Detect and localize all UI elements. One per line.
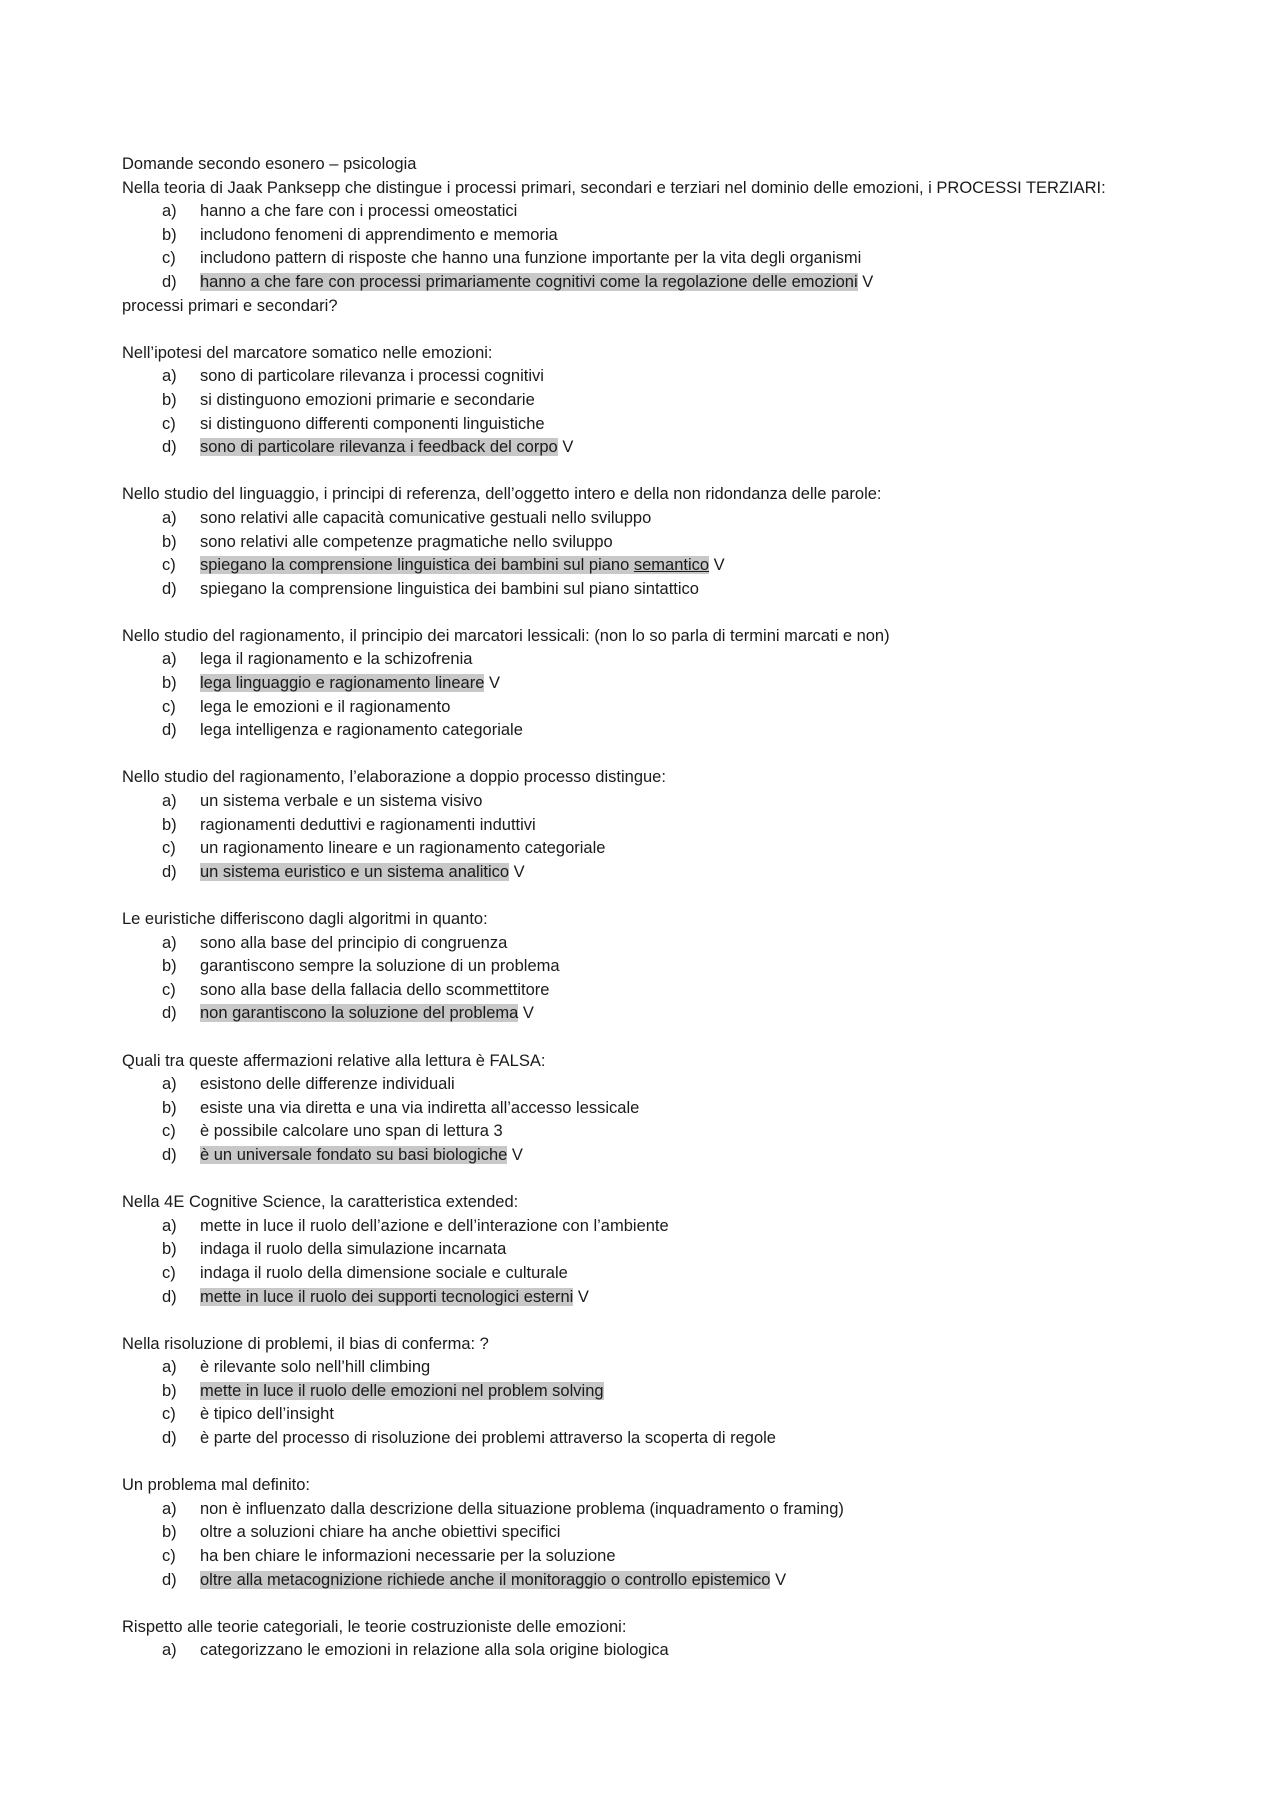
question-stem: Quali tra queste affermazioni relative alla lettura è FALSA: — [122, 1051, 546, 1070]
question-stem: Rispetto alle teorie categoriali, le teorie costruzioniste delle emozioni: — [122, 1617, 627, 1636]
option-c-correct: c) spiegano la comprensione linguistica dei bambini sul piano semantico V — [162, 556, 725, 575]
question-stem: Nello studio del linguaggio, i principi di referenza, dell’oggetto intero e della non ridondanza delle parole: — [122, 485, 882, 504]
option-b: b) indaga il ruolo della simulazione incarnata — [162, 1240, 507, 1259]
question-11 — [122, 1616, 1182, 1663]
document-title: Domande secondo esonero – psicologia — [122, 155, 417, 173]
option-c: c) indaga il ruolo della dimensione sociale e culturale — [162, 1263, 568, 1282]
correct-mark: V — [577, 1287, 589, 1306]
option-d-correct: d) sono di particolare rilevanza i feedback del corpo V — [162, 438, 574, 457]
highlighted-answer: lega linguaggio e ragionamento lineare — [200, 674, 485, 693]
option-d-correct: d) non garantiscono la soluzione del problema V — [162, 1004, 534, 1023]
highlighted-answer: un sistema euristico e un sistema analitico — [200, 862, 510, 881]
option-c: c) si distinguono differenti componenti linguistiche — [162, 414, 545, 433]
question-stem: Nella teoria di Jaak Panksepp che distingue i processi primari, secondari e terziari nel dominio delle emozioni, i PROCESSI TERZIARI: — [122, 178, 1106, 197]
question-stem: Nello studio del ragionamento, il principio dei marcatori lessicali: (non lo so parla di termini marcati e non) — [122, 626, 890, 645]
highlighted-answer: hanno a che fare con processi primariamente cognitivi come la regolazione delle emozioni — [200, 272, 858, 291]
question-stem: Un problema mal definito: — [122, 1476, 311, 1495]
option-c: c) è possibile calcolare uno span di lettura 3 — [162, 1122, 503, 1141]
question-stem: Le euristiche differiscono dagli algoritmi in quanto: — [122, 910, 488, 928]
question-2 — [122, 342, 1182, 460]
option-a: a) lega il ragionamento e la schizofrenia — [162, 650, 473, 669]
option-b: b) si distinguono emozioni primarie e secondarie — [162, 390, 535, 409]
question-6 — [122, 908, 1182, 1026]
option-b: b) garantiscono sempre la soluzione di un problema — [162, 957, 560, 976]
option-d-correct: d) hanno a che fare con processi primariamente cognitivi come la regolazione delle emozioni V — [162, 272, 874, 291]
correct-mark: V — [513, 862, 525, 881]
option-c: c) includono pattern di risposte che hanno una funzione importante per la vita degli organismi — [162, 249, 862, 268]
question-stem: Nella risoluzione di problemi, il bias di conferma: ? — [122, 1334, 489, 1353]
highlighted-answer: oltre alla metacognizione richiede anche il monitoraggio o controllo epistemico — [200, 1570, 771, 1589]
underlined-word: semantico — [633, 556, 710, 575]
question-7 — [122, 1050, 1182, 1168]
question-1 — [122, 177, 1182, 319]
option-a: a) hanno a che fare con i processi omeostatici — [162, 202, 518, 221]
correct-mark: V — [511, 1145, 523, 1164]
question-9 — [122, 1333, 1182, 1451]
question-stem: Nello studio del ragionamento, l’elaborazione a doppio processo distingue: — [122, 768, 666, 787]
option-a: a) categorizzano le emozioni in relazione alla sola origine biologica — [162, 1641, 669, 1660]
correct-mark: V — [862, 272, 874, 291]
option-c: c) è tipico dell’insight — [162, 1405, 334, 1424]
option-d-correct: d) un sistema euristico e un sistema analitico V — [162, 862, 525, 881]
option-a: a) sono relativi alle capacità comunicative gestuali nello sviluppo — [162, 508, 652, 527]
option-a: a) mette in luce il ruolo dell’azione e dell’interazione con l’ambiente — [162, 1216, 669, 1235]
option-a: a) sono di particolare rilevanza i processi cognitivi — [162, 367, 544, 386]
highlighted-answer: spiegano la comprensione linguistica dei bambini sul piano semantico — [200, 556, 710, 575]
option-b: b) esiste una via diretta e una via indiretta all’accesso lessicale — [162, 1098, 640, 1117]
option-a: a) non è influenzato dalla descrizione della situazione problema (inquadramento o framing) — [162, 1499, 844, 1518]
question-10 — [122, 1474, 1182, 1592]
option-d-correct: d) è un universale fondato su basi biologiche V — [162, 1145, 523, 1164]
option-b-highlighted: b) mette in luce il ruolo delle emozioni nel problem solving — [162, 1381, 604, 1400]
option-a: a) è rilevante solo nell’hill climbing — [162, 1358, 431, 1377]
option-a: a) esistono delle differenze individuali — [162, 1075, 455, 1094]
option-d: d) è parte del processo di risoluzione dei problemi attraverso la scoperta di regole — [162, 1429, 776, 1448]
document-page — [122, 153, 1182, 1663]
option-b-correct: b) lega linguaggio e ragionamento lineare V — [162, 674, 500, 693]
question-stem: Nell’ipotesi del marcatore somatico nelle emozioni: — [122, 343, 493, 362]
correct-mark: V — [522, 1004, 534, 1023]
option-a: a) sono alla base del principio di congruenza — [162, 933, 508, 952]
option-c: c) sono alla base della fallacia dello scommettitore — [162, 980, 550, 999]
correct-mark: V — [562, 438, 574, 457]
option-d-correct: d) oltre alla metacognizione richiede anche il monitoraggio o controllo epistemico V — [162, 1570, 787, 1589]
option-b: b) sono relativi alle competenze pragmatiche nello sviluppo — [162, 532, 613, 551]
highlighted-answer: non garantiscono la soluzione del problema — [200, 1004, 519, 1023]
question-stem: Nella 4E Cognitive Science, la caratteristica extended: — [122, 1193, 519, 1212]
question-4 — [122, 625, 1182, 743]
option-c: c) ha ben chiare le informazioni necessarie per la soluzione — [162, 1547, 616, 1566]
correct-mark: V — [488, 674, 500, 693]
option-c: c) un ragionamento lineare e un ragionamento categoriale — [162, 839, 606, 858]
option-a: a) un sistema verbale e un sistema visivo — [162, 792, 483, 811]
option-d: d) spiegano la comprensione linguistica dei bambini sul piano sintattico — [162, 579, 699, 598]
highlighted-answer: mette in luce il ruolo delle emozioni nel problem solving — [200, 1381, 604, 1400]
option-d: d) lega intelligenza e ragionamento categoriale — [162, 721, 523, 740]
correct-mark: V — [775, 1570, 787, 1589]
option-c: c) lega le emozioni e il ragionamento — [162, 697, 451, 716]
question-note: processi primari e secondari? — [122, 296, 338, 315]
question-5 — [122, 766, 1182, 884]
option-b: b) includono fenomeni di apprendimento e memoria — [162, 225, 558, 244]
option-d-correct: d) mette in luce il ruolo dei supporti tecnologici esterni V — [162, 1287, 589, 1306]
option-b: b) ragionamenti deduttivi e ragionamenti induttivi — [162, 815, 536, 834]
highlighted-answer: mette in luce il ruolo dei supporti tecnologici esterni — [200, 1287, 574, 1306]
option-b: b) oltre a soluzioni chiare ha anche obiettivi specifici — [162, 1523, 561, 1542]
question-3 — [122, 483, 1182, 601]
question-8 — [122, 1191, 1182, 1309]
correct-mark: V — [713, 556, 725, 575]
highlighted-answer: sono di particolare rilevanza i feedback del corpo — [200, 438, 558, 457]
highlighted-answer: è un universale fondato su basi biologiche — [200, 1145, 508, 1164]
